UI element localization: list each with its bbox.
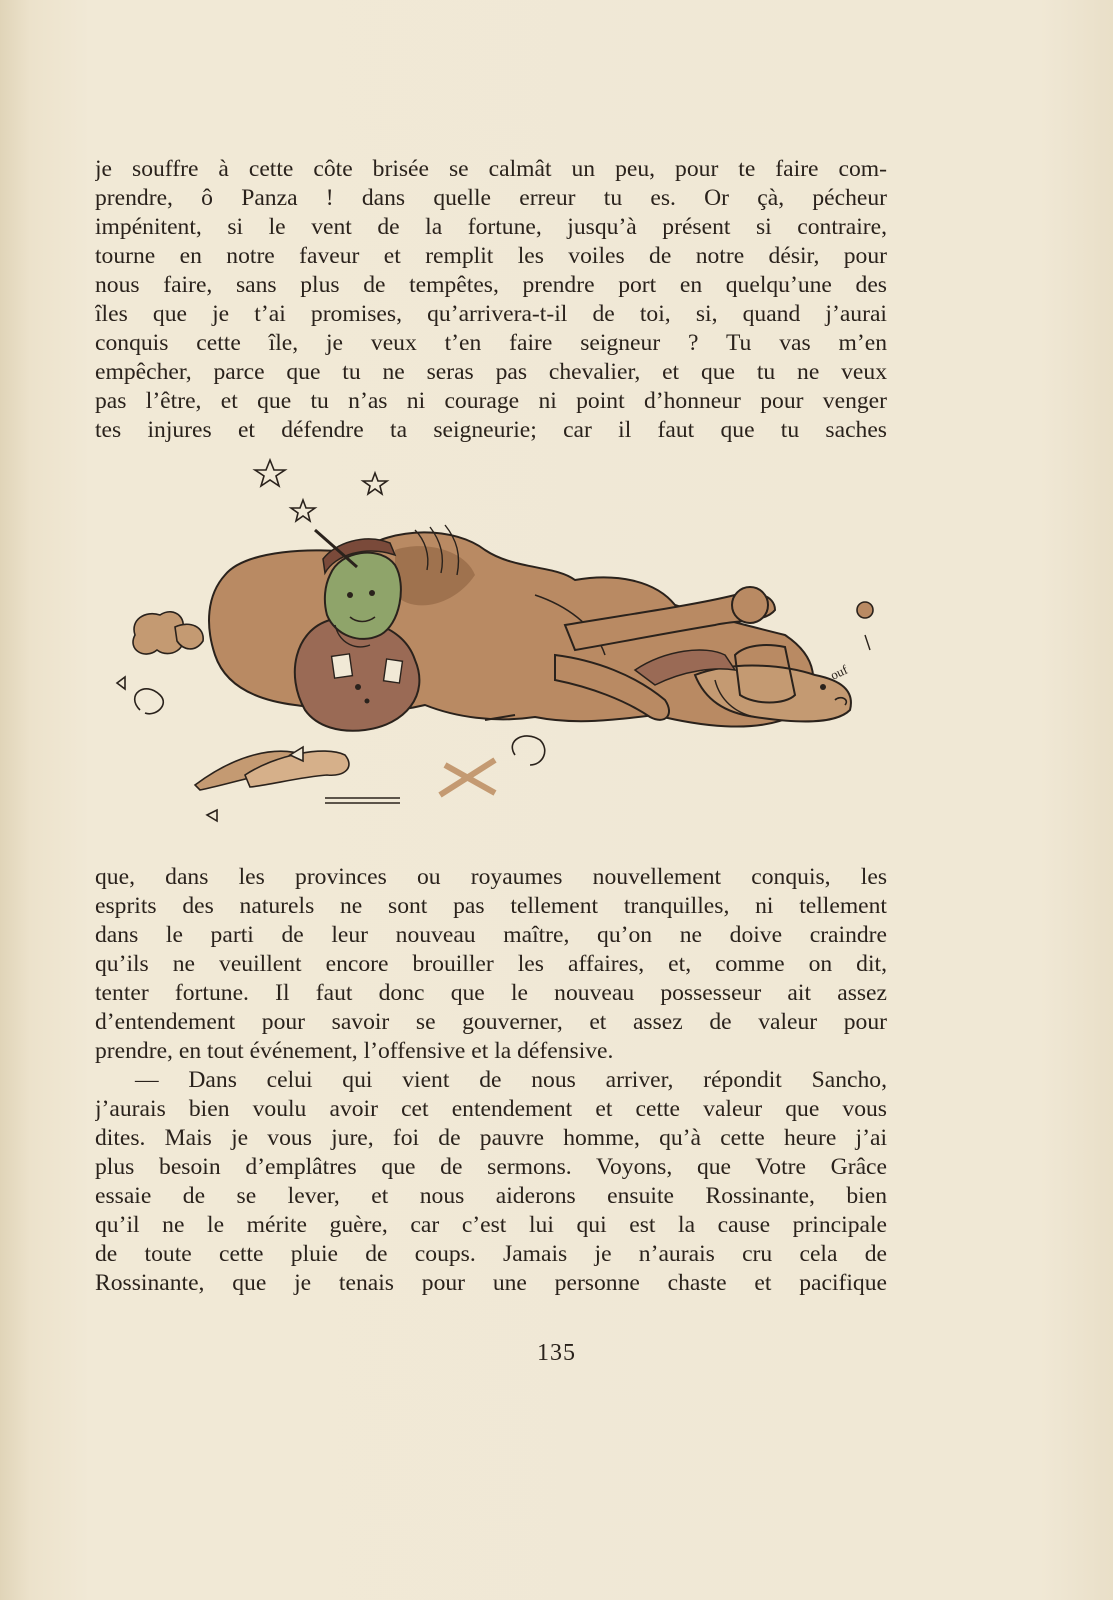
text-line: pas l’être, et que tu n’as ni courage ni point d’honneur pour venger — [95, 388, 887, 414]
text-line: tes injures et défendre ta seigneurie; car il faut que tu saches — [95, 417, 887, 443]
text-line: empêcher, parce que tu ne seras pas chevalier, et que tu ne veux — [95, 359, 887, 385]
star-icon — [363, 473, 387, 494]
text-line: d’entendement pour savoir se gouverner, et assez de valeur pour — [95, 1009, 887, 1035]
text-line: prendre, ô Panza ! dans quelle erreur tu es. Or çà, pécheur — [95, 185, 887, 211]
text-line: de toute cette pluie de coups. Jamais je n’aurais cru cela de — [95, 1241, 887, 1267]
text-line: qu’ils ne veuillent encore brouiller les affaires, et, comme on dit, — [95, 951, 887, 977]
sword-debris — [325, 798, 400, 803]
text-line: Rossinante, que je tenais pour une personne chaste et pacifique — [95, 1270, 887, 1296]
ouf-exclamation: ouf — [827, 661, 850, 683]
text-line: îles que je t’ai promises, qu’arrivera-t-il de toi, si, quand j’aurai — [95, 301, 887, 327]
text-line: impénitent, si le vent de la fortune, jusqu’à présent si contraire, — [95, 214, 887, 240]
bottom-text-block — [95, 863, 887, 1298]
text-line: esprits des naturels ne sont pas tellement tranquilles, ni tellement — [95, 893, 887, 919]
star-icon — [255, 460, 285, 486]
text-line: tourne en notre faveur et remplit les voiles de notre désir, pour — [95, 243, 887, 269]
text-line: — Dans celui qui vient de nous arriver, répondit Sancho, — [135, 1067, 887, 1093]
page-number: 135 — [537, 1340, 576, 1366]
knight-face — [325, 553, 401, 639]
text-line: dites. Mais je vous jure, foi de pauvre homme, qu’à cette heure j’ai — [95, 1125, 887, 1151]
illustration-drawing — [95, 455, 895, 855]
star-icon — [291, 500, 315, 521]
text-line: je souffre à cette côte brisée se calmât un peu, pour te faire com- — [95, 156, 887, 182]
crossed-bones — [440, 760, 495, 795]
text-line: qu’il ne le mérite guère, car c’est lui qui est la cause principale — [95, 1212, 887, 1238]
text-line: dans le parti de leur nouveau maître, qu’on ne doive craindre — [95, 922, 887, 948]
text-line: que, dans les provinces ou royaumes nouvellement conquis, les — [95, 864, 887, 890]
text-line: conquis cette île, je veux t’en faire seigneur ? Tu vas m’en — [95, 330, 887, 356]
top-text-block — [95, 155, 887, 445]
debris-shard — [117, 677, 125, 689]
illustration-fallen-knight-and-horse — [95, 455, 895, 855]
text-line: prendre, en tout événement, l’offensive et la défensive. — [95, 1038, 614, 1064]
text-line: tenter fortune. Il faut donc que le nouveau possesseur ait assez — [95, 980, 887, 1006]
horseshoe — [512, 736, 544, 765]
text-line: j’aurais bien voulu avoir cet entendement et cette valeur que vous — [95, 1096, 887, 1122]
text-line: plus besoin d’emplâtres que de sermons. Voyons, que Votre Grâce — [95, 1154, 887, 1180]
text-line: essaie de se lever, et nous aiderons ensuite Rossinante, bien — [95, 1183, 887, 1209]
debris-shard — [207, 810, 217, 821]
debris-curl — [135, 689, 164, 714]
text-line: nous faire, sans plus de tempêtes, prendre port en quelqu’une des — [95, 272, 887, 298]
